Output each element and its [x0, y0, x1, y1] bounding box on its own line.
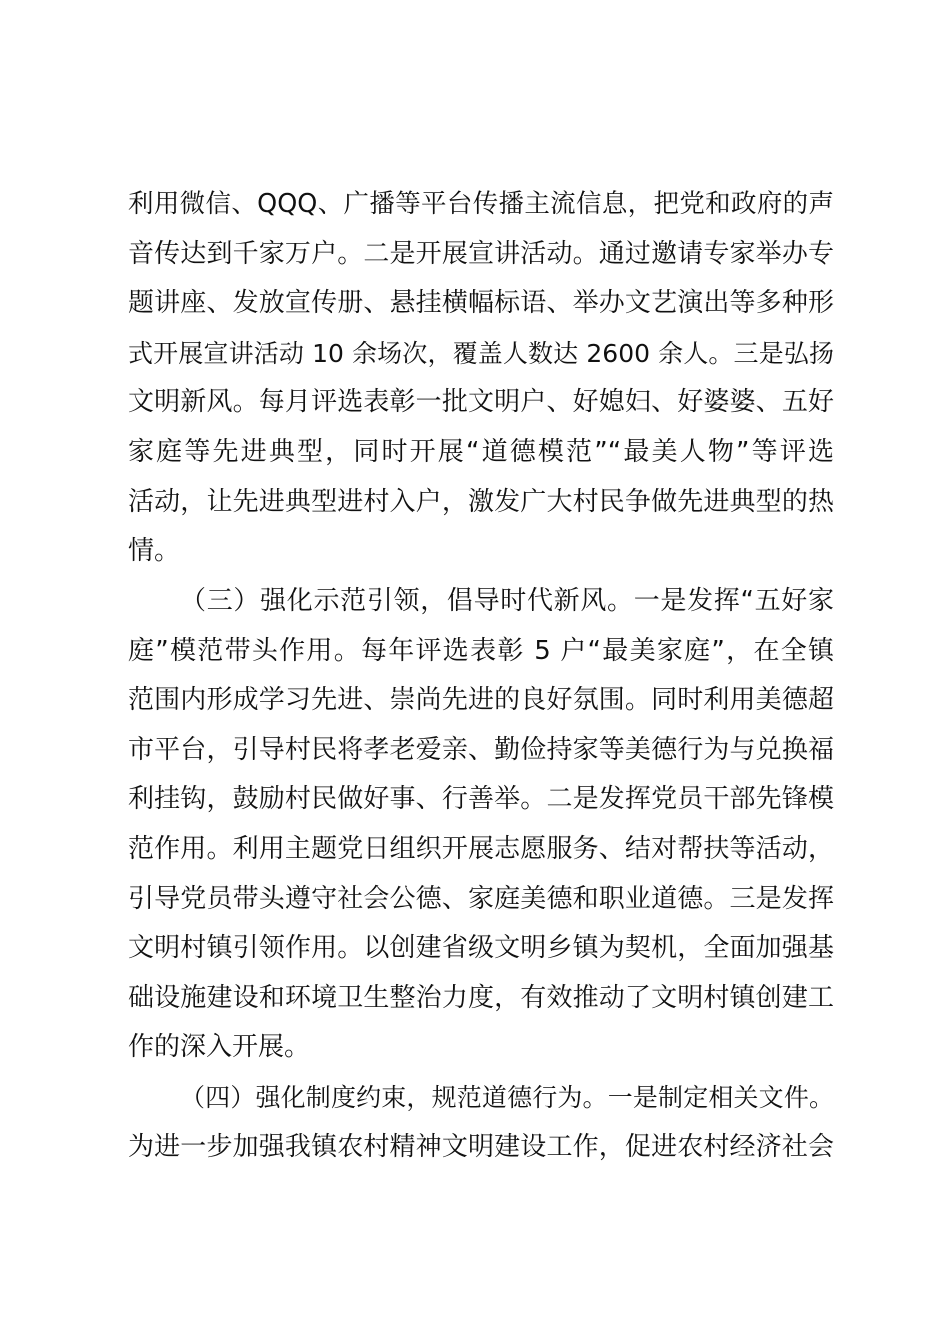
text-line: 利挂钩，鼓励村民做好事、行善举。二是发挥党员干部先锋模 — [128, 784, 834, 815]
paragraph-2 — [128, 577, 834, 1073]
text-line: 音传达到千家万户。二是开展宣讲活动。通过邀请专家举办专 — [128, 238, 834, 269]
text-line: 范作用。利用主题党日组织开展志愿服务、结对帮扶等活动， — [128, 833, 834, 864]
text-line: 利用微信、QQQ、广播等平台传播主流信息，把党和政府的声 — [128, 189, 834, 219]
text-line: 题讲座、发放宣传册、悬挂横幅标语、举办文艺演出等多种形 — [128, 288, 834, 319]
text-line: 式开展宣讲活动 10 余场次，覆盖人数达 2600 余人。三是弘扬 — [128, 338, 834, 368]
text-line: 活动，让先进典型进村入户，激发广大村民争做先进典型的热 — [128, 486, 834, 517]
text-line: 文明村镇引领作用。以创建省级文明乡镇为契机，全面加强基 — [128, 933, 834, 964]
paragraph-1 — [128, 180, 834, 577]
text-line: （三）强化示范引领，倡导时代新风。一是发挥“五好家 — [180, 586, 834, 616]
text-line: 文明新风。每月评选表彰一批文明户、好媳妇、好婆婆、五好 — [128, 387, 834, 418]
text-line: 范围内形成学习先进、崇尚先进的良好氛围。同时利用美德超 — [128, 685, 834, 716]
text-line: 作的深入开展。 — [128, 1032, 311, 1063]
text-line: 家庭等先进典型，同时开展“道德模范”“最美人物”等评选 — [128, 436, 834, 467]
text-line: 情。 — [128, 536, 181, 567]
text-line: 础设施建设和环境卫生整治力度，有效推动了文明村镇创建工 — [128, 982, 834, 1013]
text-line: 庭”模范带头作用。每年评选表彰 5 户“最美家庭”，在全镇 — [128, 635, 834, 666]
text-line: 为进一步加强我镇农村精神文明建设工作，促进农村经济社会 — [128, 1131, 834, 1162]
text-line: 市平台，引导村民将孝老爱亲、勤俭持家等美德行为与兑换福 — [128, 734, 834, 765]
text-line: 引导党员带头遵守社会公德、家庭美德和职业道德。三是发挥 — [128, 883, 834, 914]
paragraph-3 — [128, 1073, 834, 1172]
text-line: （四）强化制度约束，规范道德行为。一是制定相关文件。 — [180, 1083, 834, 1112]
